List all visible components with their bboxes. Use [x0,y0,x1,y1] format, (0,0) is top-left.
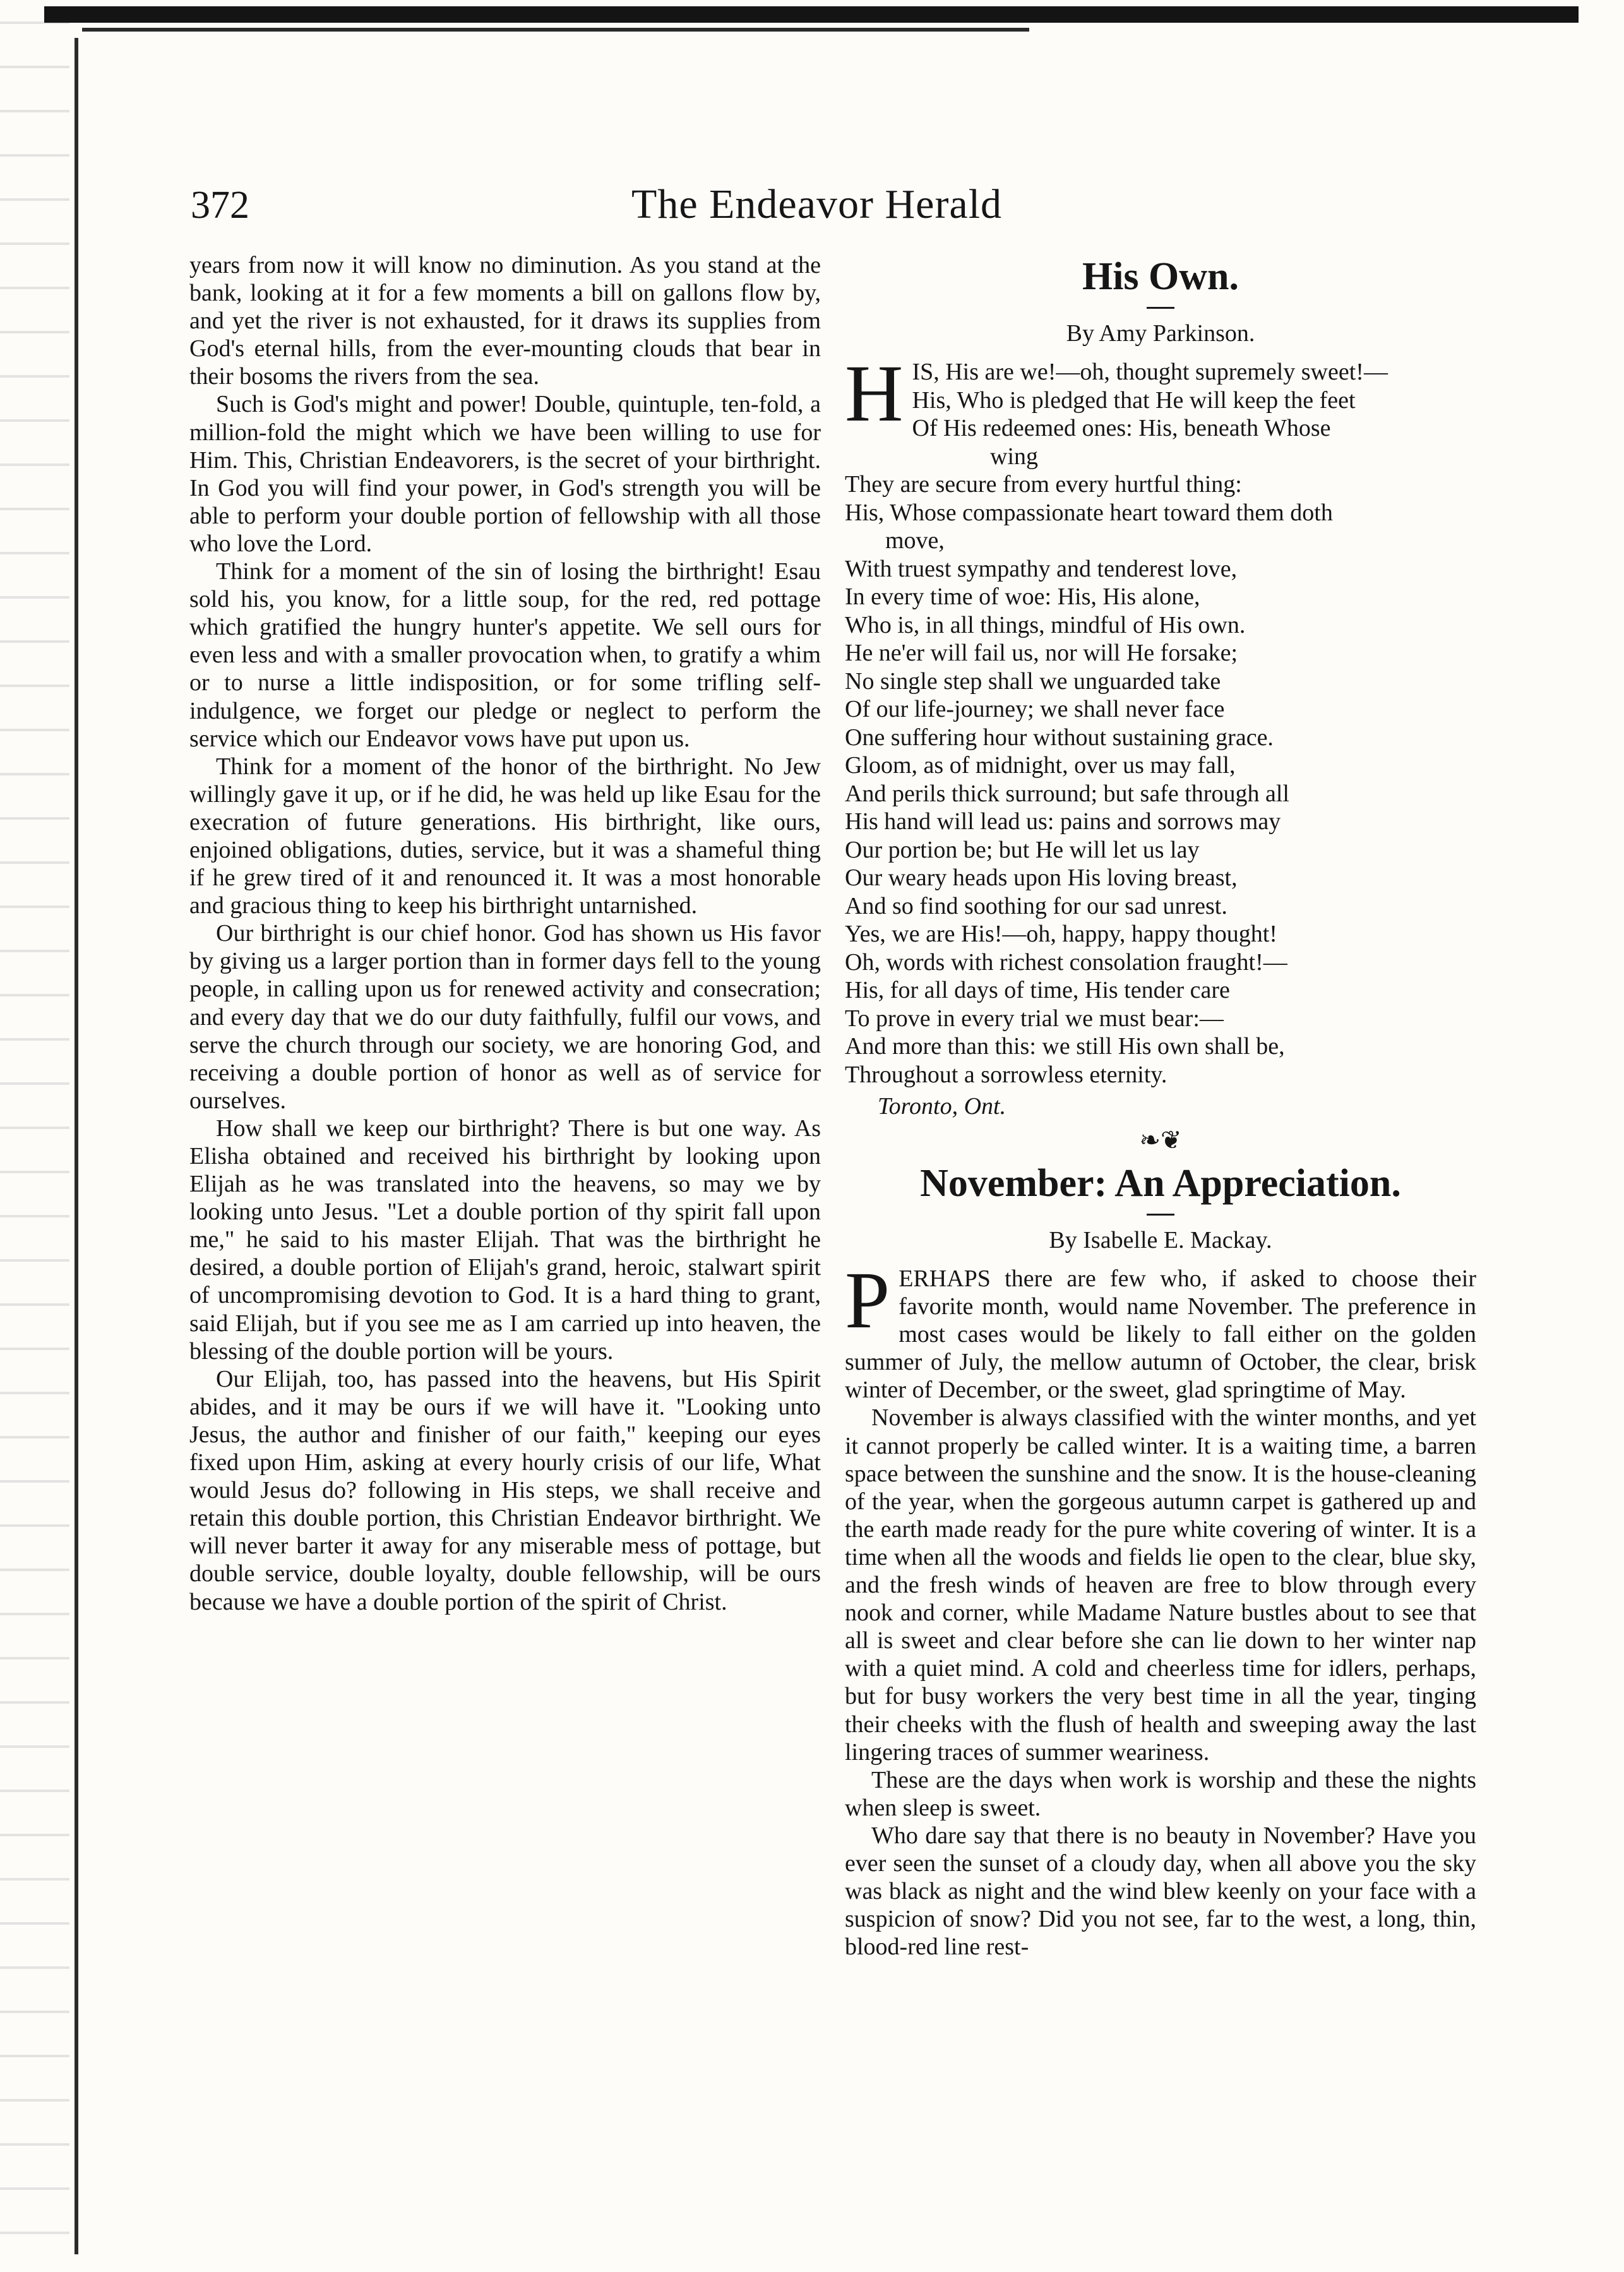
paragraph: How shall we keep our birthright? There is but one way. As Elisha obtained and received his birthright by looking upon Elijah as he was translated into the heavens, so may we by looking unto Jesus. "Let a double portion of thy spirit fall upon me," he said to his master Elijah. That was the birthright he desired, a double portion of Elijah's grand, heroic, stalwart spirit of uncompromising devotion to God. It is a hard thing to grant, said Elijah, but if you see me as I am carried up into heaven, the blessing of the double portion will be yours. [189,1115,821,1365]
poem-line: Throughout a sorrowless eternity. [845,1061,1167,1088]
paragraph: Such is God's might and power! Double, quintuple, ten-fold, a million-fold the might which we have been willing to use for Him. This, Christian Endeavorers, is the secret of your birthright. In God you will find your power, in God's strength you will be able to perform your double portion of fellowship with all those who love the Lord. [189,391,821,557]
essay-article [845,1158,1476,1961]
right-column [845,251,1476,1961]
paragraph: Think for a moment of the honor of the birthright. No Jew willingly gave it up, or if he did, he was held up like Esau for the execration of future generations. His birthright, like ours, enjoined obligations, duties, service, but it was a shameful thing if he grew tired of it and renounced it. It was a most honorable and gracious thing to keep his birthright untarnished. [189,753,821,919]
top-rule-thin [82,28,1029,32]
poem-title: His Own. [1082,255,1239,298]
poem-line: Of His redeemed ones: His, beneath Whose [912,415,1331,441]
poem-line: IS, His are we!—oh, thought supremely sweet!— [912,359,1388,385]
poem-byline: By Amy Parkinson. [1066,320,1255,347]
paragraph [845,1255,1476,1404]
poem-line: Of our life-journey; we shall never face [845,696,1225,722]
poem-line: To prove in every trial we must bear:— [845,1005,1224,1032]
essay-title: November: An Appreciation. [920,1162,1401,1205]
left-rule [75,38,78,2254]
poem-line: His, Whose compassionate heart toward them doth [845,499,1333,526]
top-rule [44,6,1579,23]
poem-line: Oh, words with richest consolation fraught!— [845,948,1287,976]
left-column [189,251,821,1616]
poem-line: Our portion be; but He will let us lay [845,836,1200,863]
title-dash [1147,1214,1174,1216]
poem-line: No single step shall we unguarded take [845,667,1221,695]
poem-line: Yes, we are His!—oh, happy, happy thought! [845,921,1277,947]
paragraph: Our Elijah, too, has passed into the heavens, but His Spirit abides, and it may be ours if we will have it. "Looking unto Jesus, the author and finisher of our faith," keeping our eyes fixed upon Him, asking at every hourly crisis of our life, What would Jesus do? following in His steps, we shall receive and retain this double portion, this Christian Endeavor birthright. We will never barter it away for any miserable mess of pottage, but double service, double loyalty, double fellowship, will be ours because we have a double portion of the spirit of Christ. [189,1365,821,1615]
paragraph: November is always classified with the winter months, and yet it cannot properly be called winter. It is a waiting time, a barren space between the sunshine and the snow. It is the house-cleaning of the year, when the gorgeous autumn carpet is gathered up and the earth made ready for the pure white covering of winter. It is a time when all the woods and fields lie open to the clear, blue sky, and the fresh winds of heaven are free to blow through every nook and corner, while Madame Nature bustles about to see that all is sweet and clear before she can lie down to her winter nap with a quiet mind. A cold and cheerless time for idlers, perhaps, but for busy workers the very best time in all the year, tinging their cheeks with the flush of health and sweeping away the last lingering traces of summer weariness. [845,1404,1476,1766]
poem-line: And more than this: we still His own shall be, [845,1033,1285,1060]
poem-line: Our weary heads upon His loving breast, [845,864,1238,891]
ornament-icon: ❧❦ [1139,1126,1182,1154]
paragraph: Think for a moment of the sin of losing the birthright! Esau sold his, you know, for a little soup, for the red, red pottage which gratified the hungry hunter's appetite. We sell ours for even less and with a smaller provocation when, to gratify a whim or to nurse a little indisposition, or for some trifling self-indulgence, we forget our pledge or neglect to perform the service which our Endeavor vows have put upon us. [189,558,821,752]
poem-line: With truest sympathy and tenderest love, [845,555,1238,582]
title-dash [1147,307,1174,309]
poem-line: And so find soothing for our sad unrest. [845,892,1227,919]
paragraph: Who dare say that there is no beauty in November? Have you ever seen the sunset of a cloudy day, when all above you the sky was black as night and the wind blew keenly on your face with a suspicion of snow? Did you not see, far to the west, a long, thin, blood-red line rest- [845,1822,1476,1961]
poem-line: move, [885,527,945,554]
running-title: The Endeavor Herald [631,181,1003,227]
poem-line: His, for all days of time, His tender care [845,977,1230,1003]
poem-line: One suffering hour without sustaining grace. [845,724,1274,751]
poem-line: And perils thick surround; but safe through all [845,780,1289,807]
paragraph: years from now it will know no diminution. As you stand at the bank, looking at it for a few moments a bill on gallons flow by, and yet the river is not exhausted, for it draws its supplies from God's eternal hills, from the ever-mounting clouds that bear in their bosoms the rivers from the sea. [189,252,821,390]
paragraph: These are the days when work is worship and these the nights when sleep is sweet. [845,1766,1476,1821]
poem-article [845,251,1476,1121]
paragraph-text: ERHAPS there are few who, if asked to choose their favorite month, would name November. The preference in most cases would be likely to fall either on the golden summer of July, the mellow autumn of October, the clear, brisk winter of December, or the sweet, glad springtime of May. [845,1265,1476,1404]
drop-cap: P [845,1255,890,1345]
poem-place: Toronto, Ont. [878,1093,1006,1120]
page-number: 372 [191,184,249,227]
poem-line: wing [990,443,1038,470]
poem-line: Gloom, as of midnight, over us may fall, [845,752,1236,779]
poem-line: His, Who is pledged that He will keep the feet [912,386,1356,414]
drop-cap: H [845,349,904,438]
poem-body [845,349,1476,1089]
essay-byline: By Isabelle E. Mackay. [1049,1227,1272,1253]
poem-line: Who is, in all things, mindful of His own. [845,611,1246,638]
poem-line: They are secure from every hurtful thing: [845,471,1242,498]
paragraph: Our birthright is our chief honor. God has shown us His favor by giving us a larger portion than in former days fell to the young people, in calling upon us for renewed activity and consecration; and every day that we do our duty faithfully, fulfil our vows, and serve the church through our society, we are honoring God, and receiving a double portion of honor as well as of service for ourselves. [189,920,821,1114]
scan-edge-artifacts [0,0,69,2272]
poem-line: In every time of woe: His, His alone, [845,583,1200,610]
poem-line: His hand will lead us: pains and sorrows may [845,808,1281,835]
poem-line: He ne'er will fail us, nor will He forsake; [845,640,1238,666]
